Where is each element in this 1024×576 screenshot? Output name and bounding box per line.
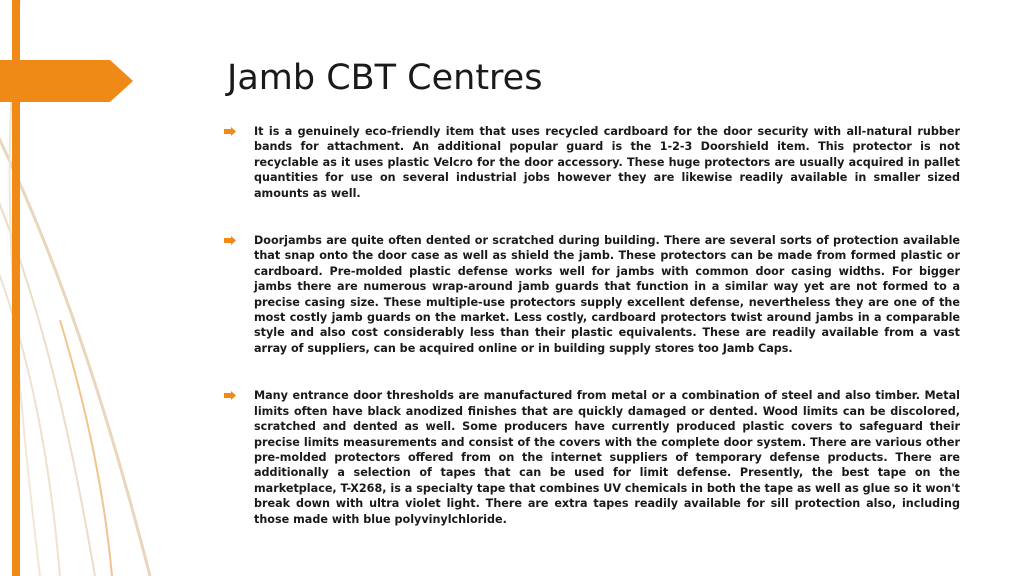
bullet-item: [224, 388, 960, 527]
bullet-list: [224, 124, 960, 527]
bullet-item: [224, 233, 960, 356]
slide-title: Jamb CBT Centres: [227, 58, 543, 98]
arrow-bullet-icon: [224, 236, 236, 245]
arrow-bullet-icon: [224, 391, 236, 400]
bullet-text: Many entrance door thresholds are manufactured from metal or a combination of steel and also timber. Metal limits often have black anodized finishes that are quickly damaged or dented. Wood limits can be discolored, scratched and dented as well. Some producers have currently produced plastic covers to safeguard their precise limits measurements and consist of the covers with the complete door system. There are various other pre-molded protectors offered from on the internet suppliers of temporary defense products. There are additionally a selection of tapes that can be used for limit defense. Presently, the best tape on the marketplace, T-X268, is a specialty tape that combines UV chemicals in both the tape as well as glue so it won't break down with ultra violet light. There are extra tapes readily available for sill protection also, including those made with blue polyvinylchloride.: [254, 389, 961, 526]
bullet-text: It is a genuinely eco-friendly item that uses recycled cardboard for the door security with all-natural rubber bands for attachment. An additional popular guard is the 1-2-3 Doorshield item. This protector is not recyclable as it uses plastic Velcro for the door accessory. These huge protectors are usually acquired in pallet quantities for use on several industrial jobs however they are likewise readily available in smaller sized amounts as well.: [254, 125, 960, 200]
bullet-item: [224, 124, 960, 201]
bullet-text: Doorjambs are quite often dented or scratched during building. There are several sorts of protection available that snap onto the door case as well as shield the jamb. These protectors can be made from formed plastic or cardboard. Pre-molded plastic defense works well for jambs with common door casing widths. For bigger jambs there are numerous wrap-around jamb guards that function in a similar way yet are not formed to a precise casing size. These multiple-use protectors supply excellent defense, nevertheless they are one of the most costly jamb guards on the market. Less costly, cardboard protectors twist around jambs in a comparable style and also cost considerably less than their plastic equivalents. These are readily available from a vast array of suppliers, can be acquired online or in building supply stores too Jamb Caps.: [254, 234, 960, 355]
decorative-curve: [0, 250, 60, 576]
arrow-bullet-icon: [224, 127, 236, 136]
